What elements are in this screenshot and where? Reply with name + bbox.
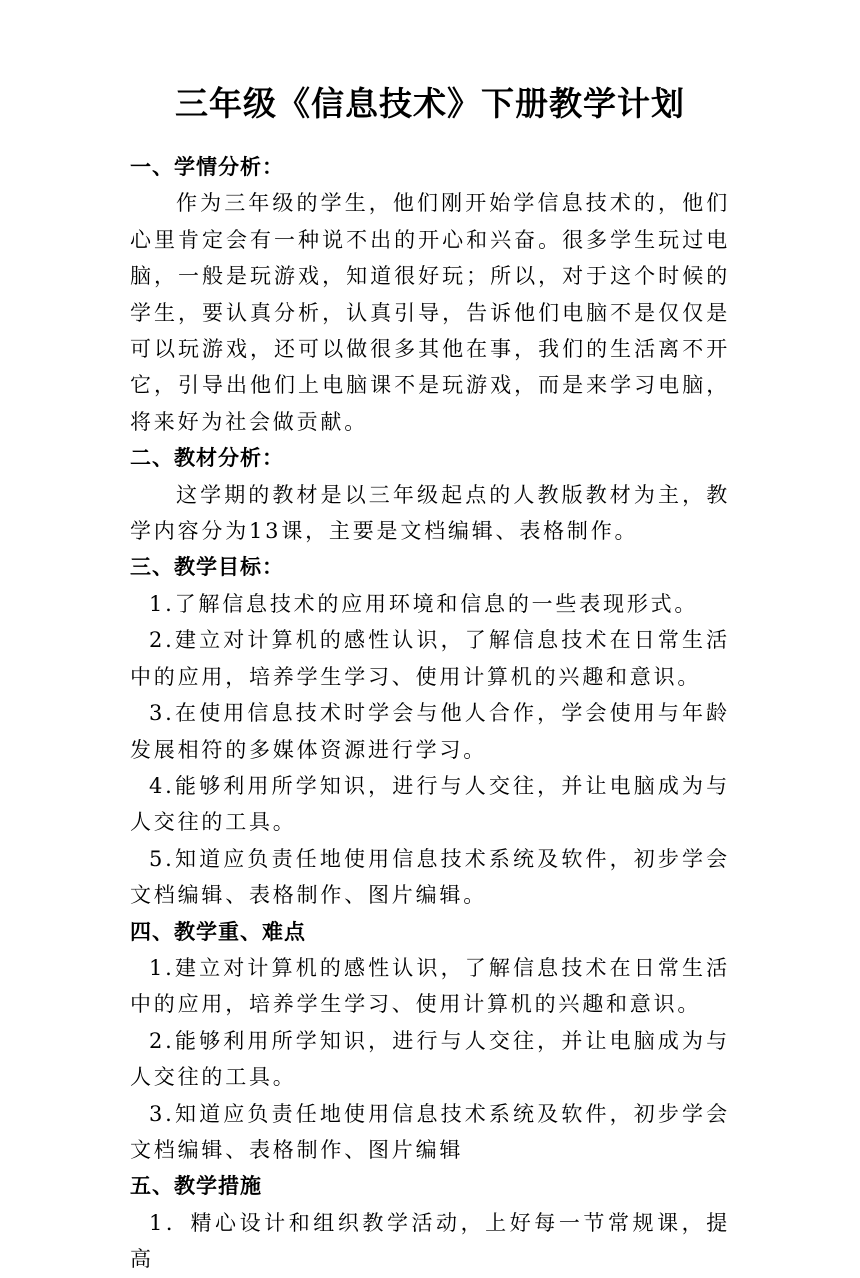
key-point-item-1: 1.建立对计算机的感性认识，了解信息技术在日常生活中的应用，培养学生学习、使用计算机的兴趣和意识。: [130, 955, 730, 1017]
section-heading-teaching-goals: 三、教学目标：: [130, 555, 284, 580]
document-body: [130, 149, 730, 1278]
document-title: 三年级《信息技术》下册教学计划: [175, 84, 685, 123]
paragraph-student-analysis: 作为三年级的学生，他们刚开始学信息技术的，他们心里肯定会有一种说不出的开心和兴奋。很多学生玩过电脑，一般是玩游戏，知道很好玩；所以，对于这个时候的学生，要认真分析，认真引导，告诉他们电脑不是仅仅是可以玩游戏，还可以做很多其他在事，我们的生活离不开它，引导出他们上电脑课不是玩游戏，而是来学习电脑，将来好为社会做贡献。: [130, 191, 730, 434]
key-point-item-3: 3.知道应负责任地使用信息技术系统及软件，初步学会文档编辑、表格制作、图片编辑: [130, 1101, 730, 1162]
section-heading-textbook-analysis: 二、教材分析：: [130, 446, 284, 471]
section-heading-student-analysis: 一、学情分析：: [130, 155, 284, 179]
goal-item-2: 2.建立对计算机的感性认识，了解信息技术在日常生活中的应用，培养学生学习、使用计算机的兴趣和意识。: [130, 628, 730, 689]
goal-item-1: 1.了解信息技术的应用环境和信息的一些表现形式。: [149, 591, 699, 616]
key-point-item-2: 2.能够利用所学知识，进行与人交往，并让电脑成为与人交往的工具。: [130, 1028, 730, 1090]
section-heading-key-points: 四、教学重、难点: [130, 919, 306, 944]
goal-item-3: 3.在使用信息技术时学会与他人合作，学会使用与年龄发展相符的多媒体资源进行学习。: [130, 701, 730, 762]
section-heading-teaching-measures: 五、教学措施: [130, 1174, 262, 1199]
goal-item-5: 5.知道应负责任地使用信息技术系统及软件，初步学会文档编辑、表格制作、图片编辑。: [130, 846, 730, 908]
measure-item-1: 1．精心设计和组织教学活动，上好每一节常规课，提高: [130, 1210, 730, 1272]
goal-item-4: 4.能够利用所学知识，进行与人交往，并让电脑成为与人交往的工具。: [130, 773, 730, 835]
paragraph-textbook-analysis: 这学期的教材是以三年级起点的人教版教材为主，教学内容分为13课，主要是文档编辑、表格制作。: [130, 482, 730, 544]
